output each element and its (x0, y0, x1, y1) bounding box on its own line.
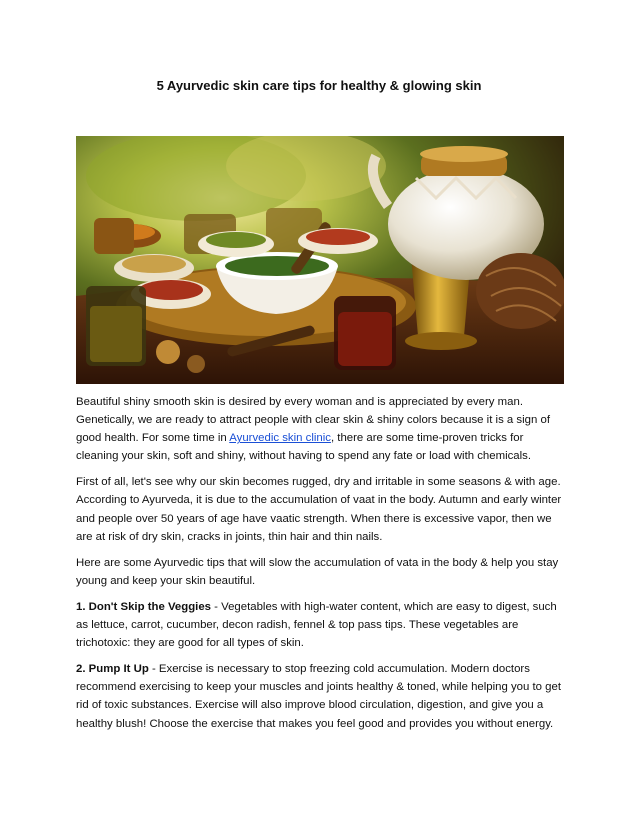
page-title: 5 Ayurvedic skin care tips for healthy & glowing skin (156, 78, 482, 93)
tip-1-text: - Vegetables with high-water content, which are easy to digest, such as lettuce, carrot, cucumber, decon radish, fennel & top pass tips. These vegetables are trichotoxic: they are good for all types of skin. (76, 600, 557, 650)
ayurvedic-skin-clinic-link[interactable]: Ayurvedic skin clinic (229, 432, 331, 445)
tips-intro-paragraph: Here are some Ayurvedic tips that will slow the accumulation of vata in the body & help you stay young and keep your skin beautiful. (76, 556, 559, 587)
article-body (76, 393, 566, 741)
tip-2-text: - Exercise is necessary to stop freezing cold accumulation. Modern doctors recommend exercising to keep your muscles and joints healthy & toned, while helping you to get rid of toxic substances. Exercise will also improve blood circulation, digestion, and give you a healthy blush! Choose the exercise that makes you feel good and provides you without energy. (76, 663, 562, 730)
intro-text-start: Beautiful shiny smooth skin is desired by every woman and is appreciated by every man. Genetically, we are ready to attract people with clear skin & shiny colors because it is a sign of good health. For some time in (76, 396, 550, 445)
vaat-paragraph: First of all, let's see why our skin becomes rugged, dry and irritable in some seasons & with age. According to Ayurveda, it is due to the accumulation of vaat in the body. Autumn and early winter and people over 50 years of age have vaatic strength. When there is excessive vapor, then we are at risk of dry skin, cracks in joints, thin hair and thin nails. (76, 476, 562, 543)
tip-1-heading: 1. Don't Skip the Veggies (76, 600, 211, 613)
tip-2-heading: 2. Pump It Up (76, 663, 149, 676)
ayurvedic-herbs-image (76, 136, 564, 384)
intro-paragraph (76, 393, 566, 465)
tip-2-paragraph (76, 660, 566, 732)
intro-text-end: , there are some time-proven tricks for cleaning your skin, soft and shiny, without having to spend any fate or load with chemicals. (76, 432, 532, 463)
tip-1-paragraph (76, 598, 566, 652)
